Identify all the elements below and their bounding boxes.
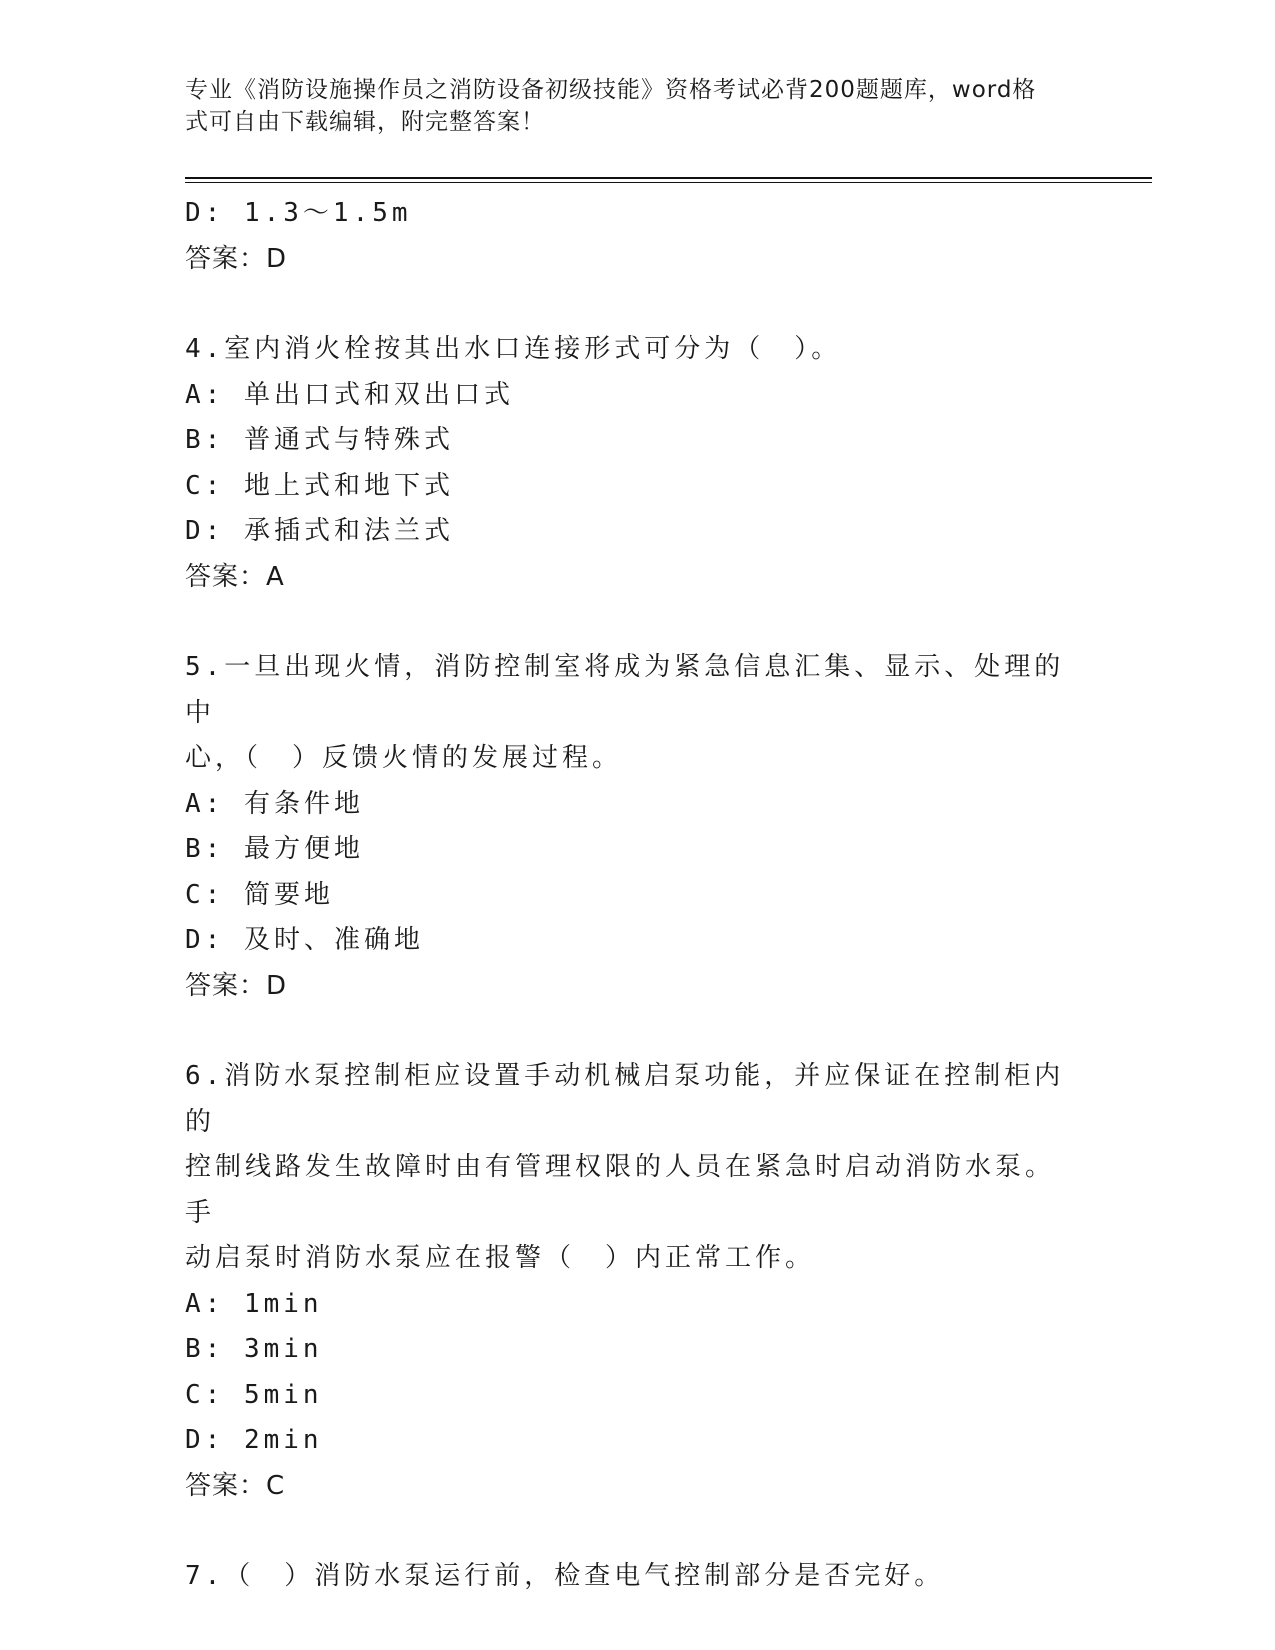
option-a: A: 单出口式和双出口式 <box>185 379 514 410</box>
question-stem-line-2: 心，（ ）反馈火情的发展过程。 <box>185 743 623 773</box>
option-d: D: 2min <box>185 1425 323 1455</box>
question-stem-line-3: 动启泵时消防水泵应在报警（ ）内正常工作。 <box>185 1243 816 1273</box>
option-b: B: 普通式与特殊式 <box>185 425 454 455</box>
option-b: B: 最方便地 <box>185 834 364 864</box>
question-list <box>185 191 1065 1600</box>
question-block-4 <box>185 327 1065 600</box>
answer-line: 答案：A <box>185 561 285 592</box>
answer-line: 答案：D <box>185 243 288 274</box>
header-divider-thin <box>185 182 1152 183</box>
header-line-1: 专业《消防设施操作员之消防设备初级技能》资格考试必背200题题库，word格 <box>185 77 1037 103</box>
answer-line: 答案：C <box>185 1470 286 1501</box>
question-stem: 7.（ ）消防水泵运行前，检查电气控制部分是否完好。 <box>185 1561 945 1591</box>
document-header <box>185 74 1065 138</box>
question-block-7 <box>185 1554 1065 1600</box>
question-block-6 <box>185 1054 1065 1509</box>
answer-line: 答案：D <box>185 970 288 1001</box>
header-divider-thick <box>185 177 1152 179</box>
option-a: A: 有条件地 <box>185 788 364 819</box>
question-stem-line-1: 5.一旦出现火情，消防控制室将成为紧急信息汇集、显示、处理的中 <box>185 652 1065 728</box>
question-block-3 <box>185 191 1065 282</box>
option-c: C: 简要地 <box>185 879 334 910</box>
question-block-5 <box>185 645 1065 1009</box>
option-d: D: 1.3～1.5m <box>185 198 412 228</box>
option-d: D: 承插式和法兰式 <box>185 516 454 546</box>
question-stem-line-1: 6.消防水泵控制柜应设置手动机械启泵功能，并应保证在控制柜内的 <box>185 1061 1065 1137</box>
question-stem: 4.室内消火栓按其出水口连接形式可分为（ ）。 <box>185 334 842 364</box>
option-c: C: 地上式和地下式 <box>185 470 454 501</box>
header-line-2: 式可自由下载编辑，附完整答案！ <box>185 109 545 135</box>
option-d: D: 及时、准确地 <box>185 925 424 955</box>
option-c: C: 5min <box>185 1379 323 1410</box>
option-b: B: 3min <box>185 1334 323 1364</box>
option-a: A: 1min <box>185 1288 323 1319</box>
question-stem-line-2: 控制线路发生故障时由有管理权限的人员在紧急时启动消防水泵。手 <box>185 1152 1056 1228</box>
